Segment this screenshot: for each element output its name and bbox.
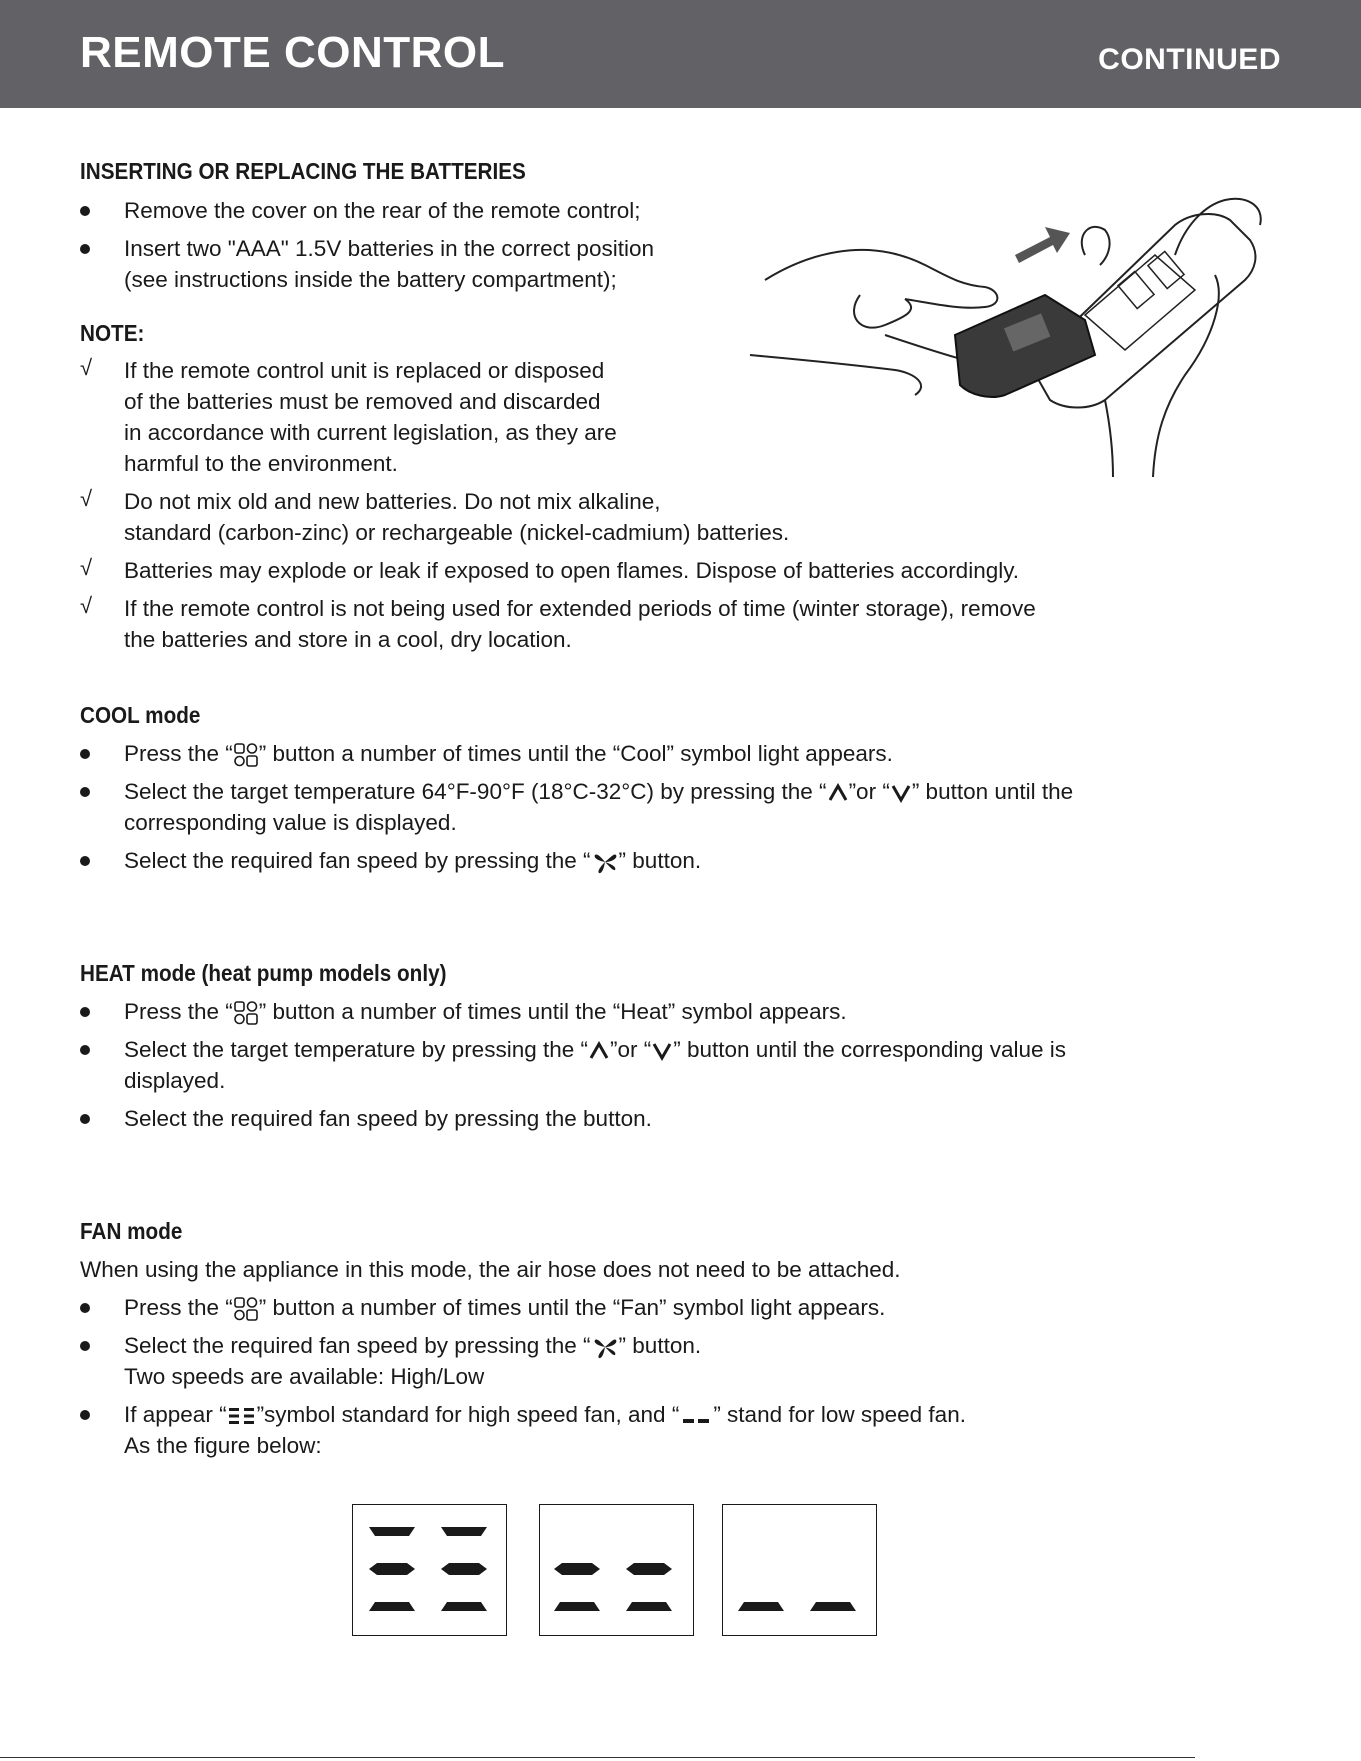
check-mark: √ [80, 593, 93, 618]
heat-item-2-text-b: ”or “ [610, 1037, 652, 1062]
note-item-3: Batteries may explode or leak if exposed to open flames. Dispose of batteries accordingly. [124, 558, 1020, 583]
cool-item-1-text-a: Press the “ [124, 741, 233, 766]
fan-item-1-text-b: ” button a number of times until the “Fan” symbol light appears. [258, 1295, 886, 1320]
heat-item-2-line-2: displayed. [124, 1068, 226, 1093]
page-title: REMOTE CONTROL [80, 28, 505, 77]
up-arrow-icon [588, 1041, 610, 1061]
bullet-dot [80, 1303, 90, 1313]
check-mark: √ [80, 486, 93, 511]
bullet-dot [80, 749, 90, 759]
fan-intro: When using the appliance in this mode, the air hose does not need to be attached. [80, 1257, 901, 1282]
bullet-dot [80, 1045, 90, 1055]
cool-item-2-text-a: Select the target temperature 64°F-90°F (18°C-32°C) by pressing the “ [124, 779, 827, 804]
speed-figure-medium [539, 1504, 694, 1636]
heat-item-1 [124, 996, 847, 1027]
note-item-4-line-2: the batteries and store in a cool, dry location. [124, 627, 572, 652]
fan-item-3-text-c: ” stand for low speed fan. [713, 1402, 966, 1427]
cool-item-2-text-b: ”or “ [848, 779, 890, 804]
high-speed-bars-icon [227, 1406, 257, 1426]
note-item-1-line-2: of the batteries must be removed and discarded [124, 389, 601, 414]
bullet-dot [80, 856, 90, 866]
page-header [0, 0, 1361, 108]
fan-item-1 [124, 1292, 885, 1323]
down-arrow-icon [890, 783, 912, 803]
fan-item-2-line-1 [124, 1330, 701, 1361]
cool-item-2-line-2: corresponding value is displayed. [124, 810, 457, 835]
batteries-item-2-line-2: (see instructions inside the battery compartment); [124, 267, 617, 292]
heat-item-2-text-a: Select the target temperature by pressing the “ [124, 1037, 588, 1062]
cool-item-3 [124, 845, 701, 876]
note-heading: NOTE: [80, 320, 145, 346]
heat-item-1-text-a: Press the “ [124, 999, 233, 1024]
bullet-dot [80, 1341, 90, 1351]
down-arrow-icon [651, 1041, 673, 1061]
note-item-2-line-1: Do not mix old and new batteries. Do not mix alkaline, [124, 489, 661, 514]
speed-figure-low [722, 1504, 877, 1636]
cool-item-1 [124, 738, 893, 769]
cool-mode-heading: COOL mode [80, 702, 201, 728]
up-arrow-icon [827, 783, 849, 803]
bullet-dot [80, 1410, 90, 1420]
bullet-dot [80, 1114, 90, 1124]
note-item-1-line-1: If the remote control unit is replaced or disposed [124, 358, 605, 383]
low-speed-bars-icon [679, 1406, 713, 1426]
cool-item-3-text-a: Select the required fan speed by pressing the “ [124, 848, 591, 873]
heat-item-2-text-c: ” button until the corresponding value is [673, 1037, 1066, 1062]
cool-item-2-line-1 [124, 776, 1073, 807]
fan-item-2-line-2: Two speeds are available: High/Low [124, 1364, 485, 1389]
check-mark: √ [80, 355, 93, 380]
bullet-dot [80, 1007, 90, 1017]
heat-mode-heading: HEAT mode (heat pump models only) [80, 960, 447, 986]
cool-item-3-text-b: ” button. [618, 848, 702, 873]
mode-button-icon [233, 1296, 259, 1322]
fan-item-2-text-a: Select the required fan speed by pressing the “ [124, 1333, 591, 1358]
batteries-item-2-line-1: Insert two "AAA" 1.5V batteries in the correct position [124, 236, 654, 261]
speed-figure-high [352, 1504, 507, 1636]
mode-button-icon [233, 1000, 259, 1026]
cool-item-1-text-b: ” button a number of times until the “Cool” symbol light appears. [258, 741, 893, 766]
cool-item-2-text-c: ” button until the [911, 779, 1074, 804]
mode-button-icon [233, 742, 259, 768]
batteries-heading: INSERTING OR REPLACING THE BATTERIES [80, 158, 526, 184]
fan-icon [591, 1334, 619, 1360]
fan-item-3-text-b: ”symbol standard for high speed fan, and “ [256, 1402, 680, 1427]
fan-icon [591, 849, 619, 875]
fan-item-3-line-1 [124, 1399, 966, 1430]
heat-item-2-line-1 [124, 1034, 1066, 1065]
fan-item-2-text-b: ” button. [618, 1333, 702, 1358]
fan-item-3-line-2: As the figure below: [124, 1433, 322, 1458]
bullet-dot [80, 206, 90, 216]
remote-battery-insertion-illustration [745, 195, 1265, 477]
fan-item-1-text-a: Press the “ [124, 1295, 233, 1320]
bullet-dot [80, 244, 90, 254]
note-item-4-line-1: If the remote control is not being used for extended periods of time (winter storage), remove [124, 596, 1036, 621]
note-item-1-line-4: harmful to the environment. [124, 451, 398, 476]
heat-item-1-text-b: ” button a number of times until the “Heat” symbol appears. [258, 999, 847, 1024]
note-item-1-line-3: in accordance with current legislation, as they are [124, 420, 617, 445]
fan-item-3-text-a: If appear “ [124, 1402, 227, 1427]
footer-rule [0, 1757, 1195, 1758]
heat-item-3: Select the required fan speed by pressing the button. [124, 1106, 652, 1131]
continued-label: CONTINUED [1098, 43, 1281, 76]
bullet-dot [80, 787, 90, 797]
fan-mode-heading: FAN mode [80, 1218, 183, 1244]
check-mark: √ [80, 555, 93, 580]
note-item-2-line-2: standard (carbon-zinc) or rechargeable (nickel-cadmium) batteries. [124, 520, 790, 545]
batteries-item-1: Remove the cover on the rear of the remote control; [124, 198, 641, 223]
